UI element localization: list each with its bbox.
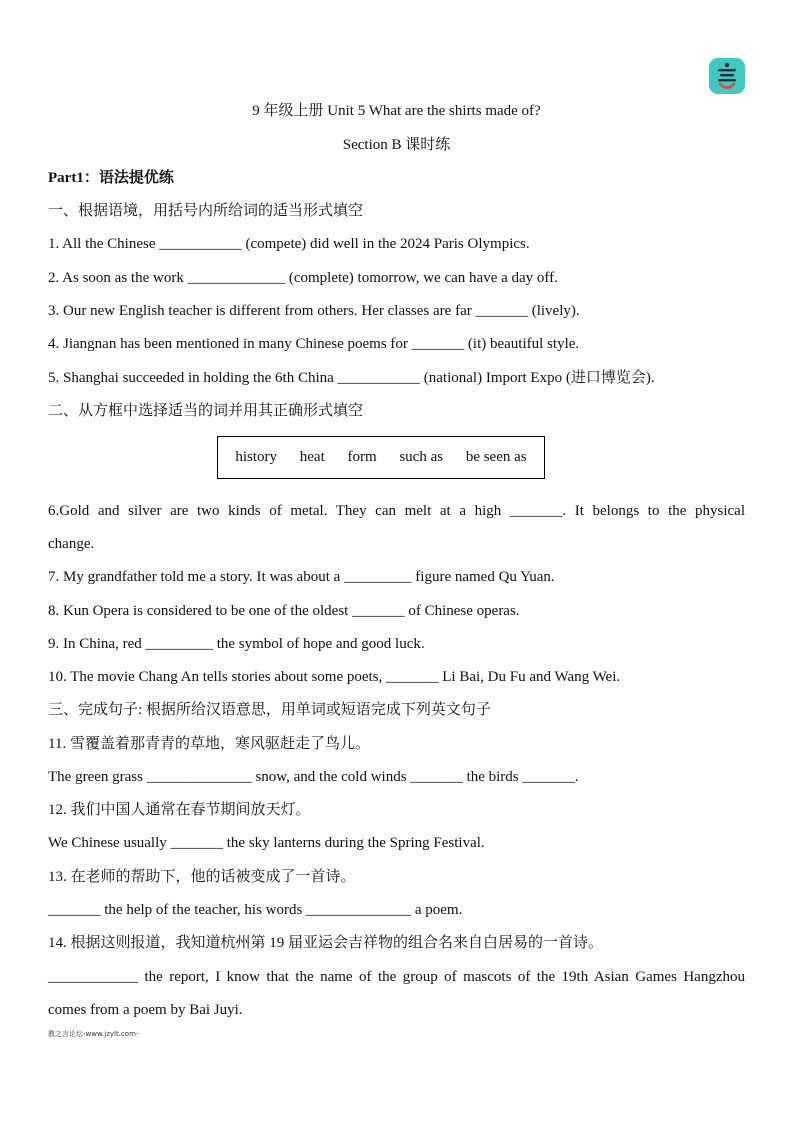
part1-heading: Part1：语法提优练 (48, 170, 174, 186)
question-10: 10. The movie Chang An tells stories about some poets, _______ Li Bai, Du Fu and Wang Wei. (48, 669, 621, 685)
question-6-continued: change. (48, 536, 95, 552)
question-7: 7. My grandfather told me a story. It was about a _________ figure named Qu Yuan. (48, 569, 555, 585)
question-3: 3. Our new English teacher is different from others. Her classes are far _______ (lively). (48, 303, 580, 319)
section2-heading: 二、从方框中选择适当的词并用其正确形式填空 (48, 403, 364, 419)
word-box-item: such as (399, 449, 444, 465)
question-13-answer: _______ the help of the teacher, his words ______________ a poem. (48, 902, 463, 918)
question-8: 8. Kun Opera is considered to be one of the oldest _______ of Chinese operas. (48, 603, 520, 619)
question-13-prompt: 13. 在老师的帮助下，他的话被变成了一首诗。 (48, 869, 356, 885)
question-14-answer-continued: comes from a poem by Bai Juyi. (48, 1002, 243, 1018)
page-subtitle: Section B 课时练 (342, 137, 451, 153)
question-12-prompt: 12. 我们中国人通常在春节期间放天灯。 (48, 802, 311, 818)
word-box (217, 436, 545, 479)
question-6: 6.Gold and silver are two kinds of metal. They can melt at a high _______. It belongs to the physical (48, 503, 745, 519)
question-11-prompt: 11. 雪覆盖着那青青的草地，寒风驱赶走了鸟儿。 (48, 736, 370, 752)
question-1: 1. All the Chinese ___________ (compete) did well in the 2024 Paris Olympics. (48, 236, 530, 252)
footer-watermark: 教之言论坛-www.jzylt.com- (48, 1030, 139, 1038)
question-2: 2. As soon as the work _____________ (complete) tomorrow, we can have a day off. (48, 270, 558, 286)
section3-heading: 三、完成句子: 根据所给汉语意思，用单词或短语完成下列英文句子 (48, 702, 491, 718)
question-9: 9. In China, red _________ the symbol of hope and good luck. (48, 636, 425, 652)
question-14-answer: ____________ the report, I know that the name of the group of mascots of the 19th Asian Games Hangzhou (48, 969, 745, 985)
page-title: 9 年级上册 Unit 5 What are the shirts made of? (252, 103, 541, 119)
word-box-item: be seen as (465, 449, 527, 465)
word-box-item: heat (299, 449, 325, 465)
question-4: 4. Jiangnan has been mentioned in many Chinese poems for _______ (it) beautiful style. (48, 336, 580, 352)
question-11-answer: The green grass ______________ snow, and the cold winds _______ the birds _______. (48, 769, 579, 785)
question-5: 5. Shanghai succeeded in holding the 6th China ___________ (national) Import Expo (进口博览会). (48, 370, 655, 386)
brand-logo-icon (709, 58, 745, 94)
word-box-item: history (235, 449, 278, 465)
word-box-item: form (347, 449, 377, 465)
section1-heading: 一、根据语境，用括号内所给词的适当形式填空 (48, 203, 364, 219)
question-14-prompt: 14. 根据这则报道，我知道杭州第 19 届亚运会吉祥物的组合名来自白居易的一首诗。 (48, 935, 604, 951)
question-12-answer: We Chinese usually _______ the sky lanterns during the Spring Festival. (48, 835, 485, 851)
